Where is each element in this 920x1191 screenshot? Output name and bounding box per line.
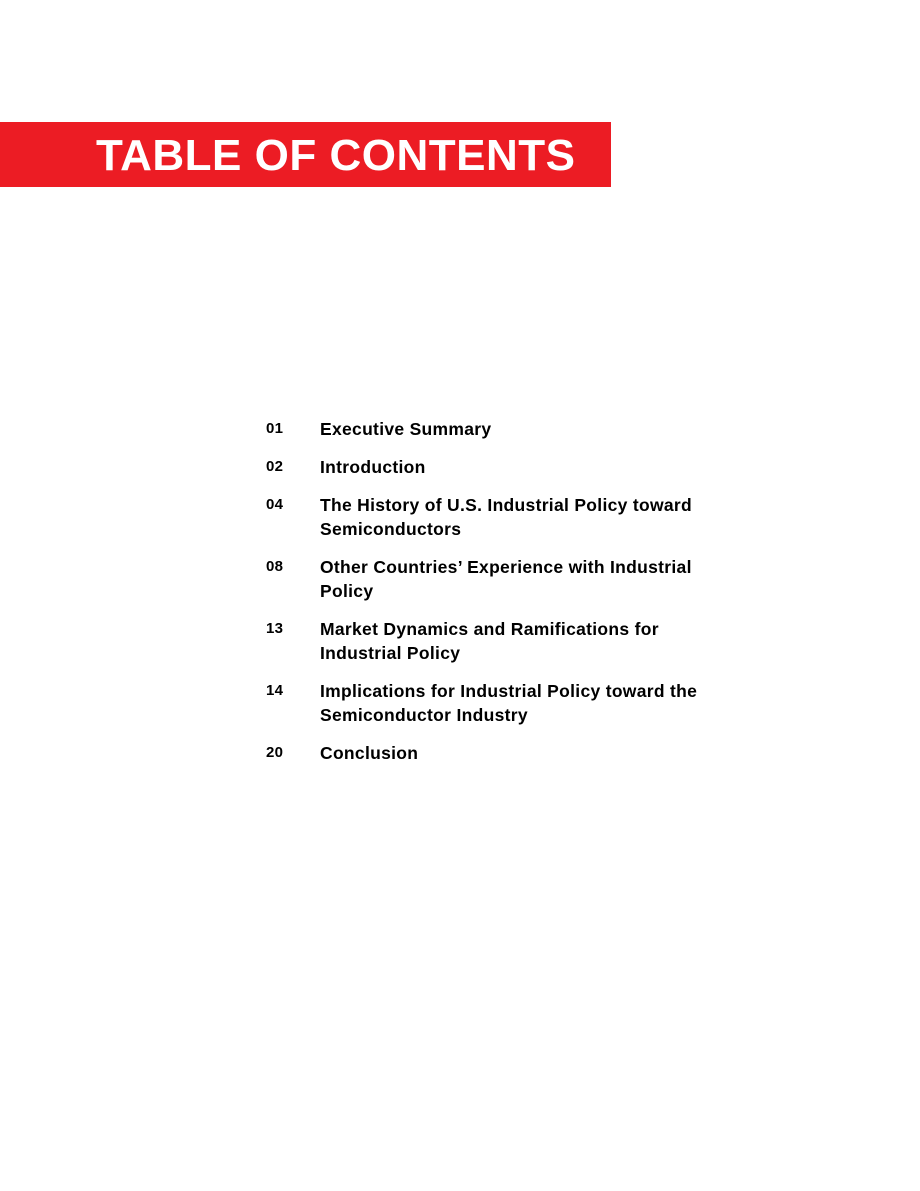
toc-entry-introduction[interactable] (266, 455, 746, 479)
toc-page-number: 20 (266, 744, 284, 761)
toc-entry-conclusion[interactable] (266, 741, 746, 765)
toc-page-number: 14 (266, 682, 284, 699)
toc-entry-title: Executive Summary (320, 419, 492, 439)
toc-page-number: 08 (266, 558, 284, 575)
page-title: TABLE OF CONTENTS (96, 130, 576, 180)
toc-entry-other-countries[interactable] (266, 555, 746, 603)
toc-entry-title: The History of U.S. Industrial Policy toward Semiconductors (320, 495, 693, 539)
toc-page-number: 13 (266, 620, 284, 637)
toc-entry-executive-summary[interactable] (266, 417, 746, 441)
toc-entry-title: Other Countries’ Experience with Industrial Policy (320, 557, 692, 601)
toc-entry-market-dynamics[interactable] (266, 617, 746, 665)
toc-entry-title: Introduction (320, 457, 426, 477)
toc-page-number: 01 (266, 420, 284, 437)
toc-entry-title: Implications for Industrial Policy toward the Semiconductor Industry (320, 681, 698, 725)
title-banner (0, 122, 611, 187)
toc-entry-title: Conclusion (320, 743, 419, 763)
toc-entry-history[interactable] (266, 493, 746, 541)
toc-entry-title: Market Dynamics and Ramifications for Industrial Policy (320, 619, 659, 663)
toc-entry-implications[interactable] (266, 679, 746, 727)
toc-page-number: 04 (266, 496, 284, 513)
toc-page-number: 02 (266, 458, 284, 475)
table-of-contents (266, 417, 746, 779)
